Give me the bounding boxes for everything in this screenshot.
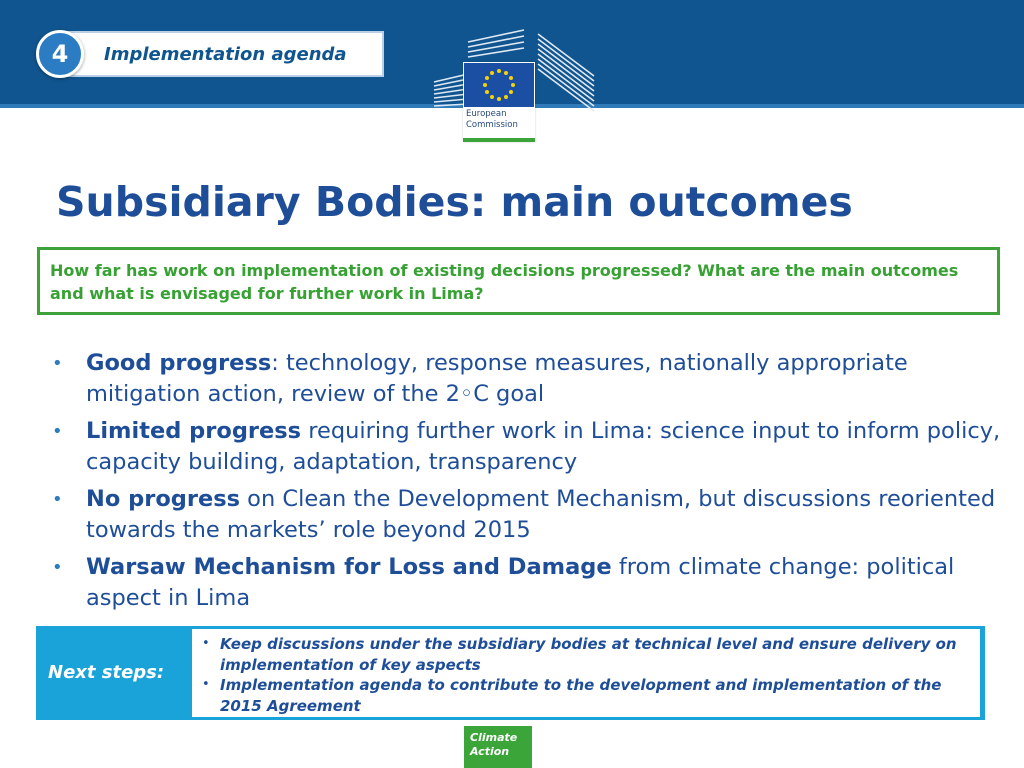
climate-action-badge xyxy=(464,726,532,768)
next-steps-label: Next steps: xyxy=(48,662,165,683)
list-item-bold: No progress xyxy=(86,486,241,512)
list-item-bold: Good progress xyxy=(86,350,272,376)
list-item-text: on Clean the Development Mechanism, but discussions reoriented towards the markets’ role beyond 2015 xyxy=(86,486,996,543)
list-item-bold: Limited progress xyxy=(86,418,302,444)
logo-green-bar xyxy=(463,138,535,142)
next-steps-body xyxy=(192,629,980,717)
section-tag xyxy=(58,31,384,77)
logo-line1: European xyxy=(466,109,507,119)
list-item-text: : technology, response measures, nationally appropriate mitigation action, review of the 2◦C goal xyxy=(86,350,908,407)
question-text: How far has work on implementation of existing decisions progressed? What are the main outcomes and what is envisaged for further work in Lima? xyxy=(50,261,959,303)
bullet-icon: • xyxy=(52,557,63,578)
next-steps-box xyxy=(36,626,985,720)
outcome-list xyxy=(46,348,1001,620)
bullet-icon: • xyxy=(52,489,63,510)
list-item xyxy=(46,552,1001,614)
badge-line1: Climate xyxy=(470,731,518,744)
next-step-item xyxy=(200,634,980,675)
eu-flag-icon xyxy=(464,63,534,107)
list-item-text: requiring further work in Lima: science input to inform policy, capacity building, adaptation, transparency xyxy=(86,418,1001,475)
bullet-icon: • xyxy=(202,636,210,651)
page-title: Subsidiary Bodies: main outcomes xyxy=(56,178,853,226)
ec-logo xyxy=(463,62,535,142)
next-step-text: Implementation agenda to contribute to the development and implementation of the 2015 Agreement xyxy=(220,676,942,715)
next-step-text: Keep discussions under the subsidiary bodies at technical level and ensure delivery on implementation of key aspects xyxy=(220,635,957,674)
bullet-icon: • xyxy=(52,421,63,442)
ec-logo-text xyxy=(466,109,518,131)
question-box xyxy=(37,247,1000,315)
list-item xyxy=(46,416,1001,478)
list-item xyxy=(46,348,1001,410)
bullet-icon: • xyxy=(202,677,210,692)
list-item xyxy=(46,484,1001,546)
section-title: Implementation agenda xyxy=(104,44,347,65)
list-item-text: from climate change: political aspect in Lima xyxy=(86,554,955,611)
logo-line2: Commission xyxy=(466,120,518,130)
list-item-bold: Warsaw Mechanism for Loss and Damage xyxy=(86,554,612,580)
section-number-badge: 4 xyxy=(36,30,84,78)
next-step-item xyxy=(200,675,980,716)
bullet-icon: • xyxy=(52,353,63,374)
badge-line2: Action xyxy=(470,745,510,758)
